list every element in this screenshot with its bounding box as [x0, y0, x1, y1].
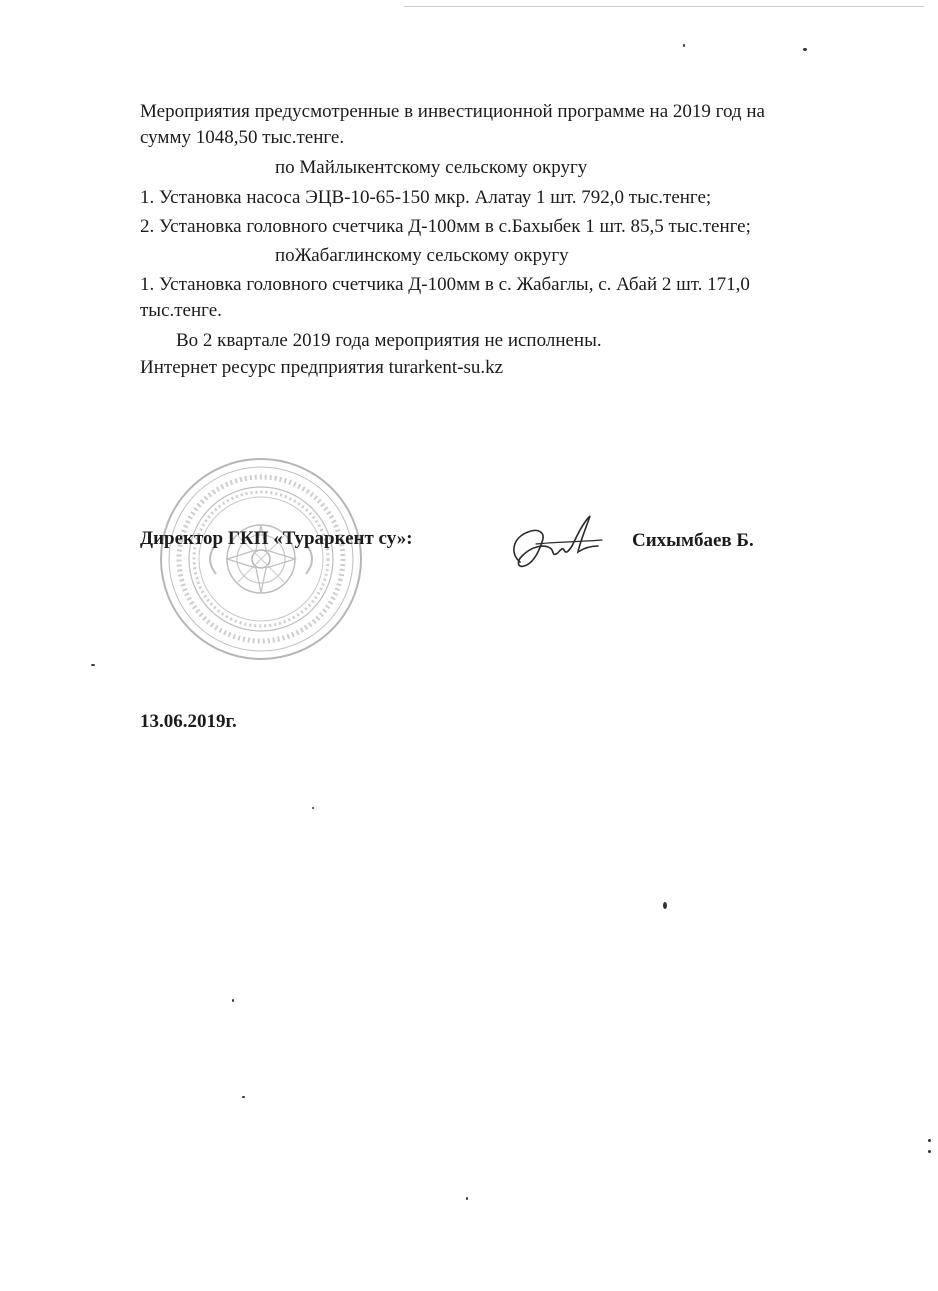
director-name: Сихымбаев Б. — [632, 530, 754, 551]
scan-speck — [232, 999, 234, 1002]
official-stamp — [158, 456, 364, 662]
scan-speck — [312, 807, 314, 809]
website-line: Интернет ресурс предприятия turarkent-su.kz — [140, 357, 504, 378]
scan-speck — [683, 44, 685, 47]
list-item: 1. Установка головного счетчика Д-100мм в с. Жабаглы, с. Абай 2 шт. 171,0 — [140, 274, 750, 295]
intro-line-1: Мероприятия предусмотренные в инвестиционной программе на 2019 год на — [140, 101, 765, 122]
section-heading-zhabagly: поЖабаглинскому сельскому округу — [275, 245, 569, 266]
list-item-continuation: тыс.тенге. — [140, 300, 222, 321]
scan-edge-line — [404, 6, 924, 7]
section-heading-mailykent: по Майлыкентскому сельскому округу — [275, 157, 588, 178]
list-item: 1. Установка насоса ЭЦВ-10-65-150 мкр. Алатау 1 шт. 792,0 тыс.тенге; — [140, 187, 712, 208]
scan-speck — [928, 1139, 931, 1142]
handwritten-signature — [506, 510, 606, 572]
list-item: 2. Установка головного счетчика Д-100мм в с.Бахыбек 1 шт. 85,5 тыс.тенге; — [140, 216, 751, 237]
signature-title: Директор ГКП «Тураркент су»: — [140, 528, 413, 549]
scan-speck — [91, 664, 95, 666]
scan-speck — [663, 902, 667, 909]
intro-line-2: сумму 1048,50 тыс.тенге. — [140, 127, 345, 148]
scan-speck — [928, 1150, 931, 1153]
scan-speck — [242, 1096, 245, 1098]
status-line: Во 2 квартале 2019 года мероприятия не исполнены. — [176, 330, 602, 351]
scan-speck — [803, 48, 807, 51]
document-date: 13.06.2019г. — [140, 711, 237, 732]
scan-speck — [466, 1197, 468, 1200]
